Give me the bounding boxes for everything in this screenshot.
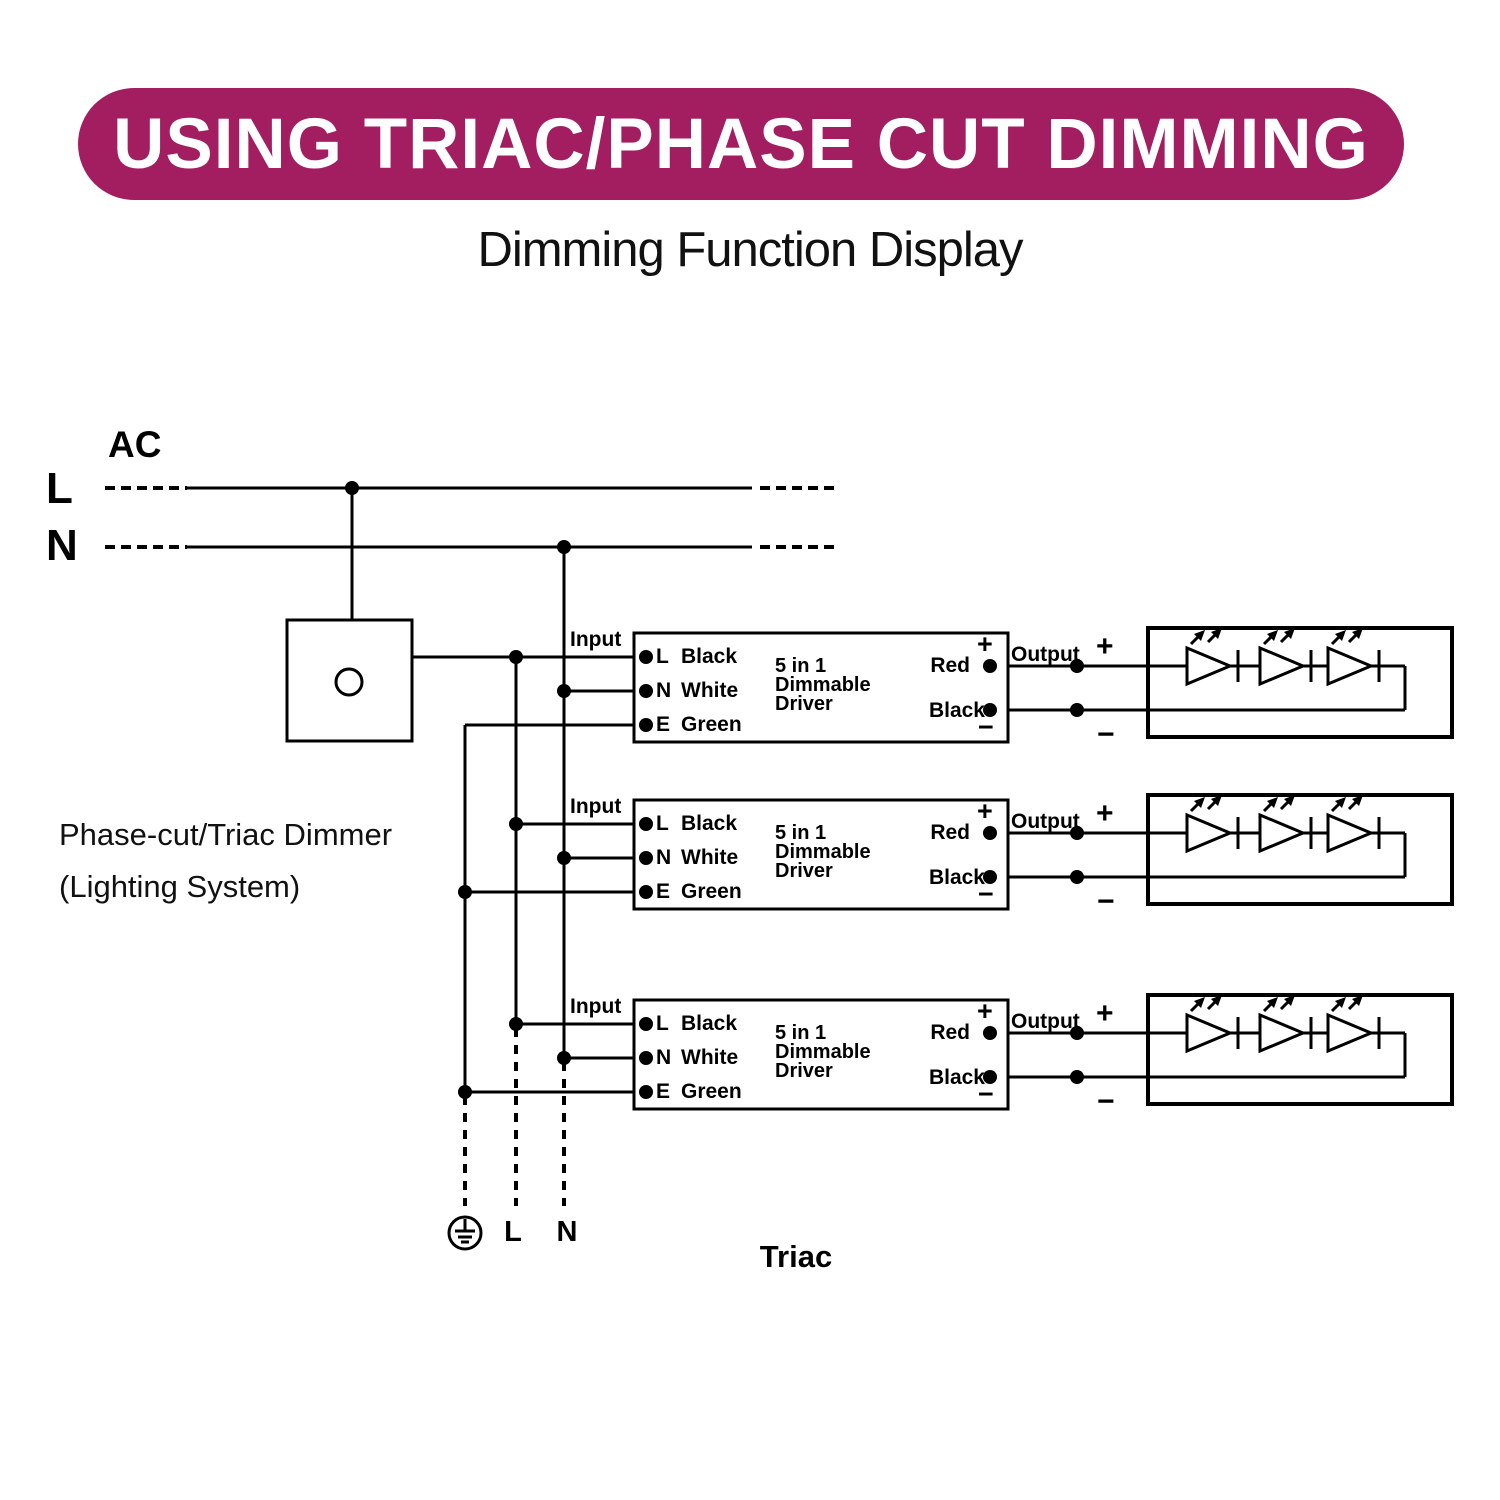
driver-1-input-wires: [412, 657, 634, 725]
driver-3-out-black: Black: [928, 1066, 985, 1089]
driver-2-terminal-n: N: [656, 846, 672, 869]
driver-3-terminal-n: N: [656, 1046, 672, 1069]
driver-2-wire-black: Black: [681, 812, 738, 835]
dimmer-box: [287, 620, 412, 741]
dimmer-caption-line2: (Lighting System): [59, 869, 301, 904]
driver-3-wire-green: Green: [681, 1080, 742, 1103]
driver-3-wire-white: White: [681, 1046, 739, 1069]
driver-1-wire-green: Green: [681, 713, 742, 736]
driver-2-input-wires: [465, 824, 634, 892]
driver-2-wire-white: White: [681, 846, 739, 869]
dimmer-caption-line1: Phase-cut/Triac Dimmer: [59, 817, 393, 852]
driver-2-out-red: Red: [930, 821, 970, 844]
subtitle: Dimming Function Display: [477, 223, 1023, 277]
driver-3-output-label: Output: [1011, 1010, 1080, 1033]
driver-3-output-plus: +: [1096, 997, 1114, 1030]
driver-3-minus-sign: −: [978, 1079, 994, 1109]
driver-3-input-label: Input: [570, 995, 622, 1018]
driver-2-name: 5 in 1 Dimmable Driver: [775, 822, 871, 882]
driver-3-input-wires: [465, 1024, 634, 1092]
driver-1-terminal-n: N: [656, 679, 672, 702]
driver-3-out-red: Red: [930, 1021, 970, 1044]
driver-2-output-label: Output: [1011, 810, 1080, 833]
bottom-l-label: L: [504, 1216, 522, 1248]
ac-line-n-label: N: [46, 521, 78, 570]
driver-1-output-plus: +: [1096, 630, 1114, 663]
driver-2-terminal-e: E: [656, 880, 671, 903]
driver-3-wire-black: Black: [681, 1012, 738, 1035]
driver-1-terminal-e: E: [656, 713, 671, 736]
driver-2-plus-sign: +: [977, 796, 993, 826]
driver-3-terminal-e: E: [656, 1080, 671, 1103]
dimmer-knob-icon: [336, 669, 362, 695]
driver-3-terminal-l: L: [656, 1012, 669, 1035]
driver-1-out-red: Red: [930, 654, 970, 677]
driver-3-plus-sign: +: [977, 996, 993, 1026]
driver-2-terminal-l: L: [656, 812, 669, 835]
driver-1-output-label: Output: [1011, 643, 1080, 666]
driver-1-wire-black: Black: [681, 645, 738, 668]
driver-1-out-black: Black: [928, 699, 985, 722]
ac-line-l-label: L: [46, 464, 73, 513]
driver-2-output-plus: +: [1096, 797, 1114, 830]
junction-dots: [345, 481, 997, 1099]
driver-2-minus-sign: −: [978, 879, 994, 909]
triac-label: Triac: [759, 1239, 833, 1274]
driver-3-name: 5 in 1 Dimmable Driver: [775, 1022, 871, 1082]
driver-1-terminal-l: L: [656, 645, 669, 668]
driver-2-wire-green: Green: [681, 880, 742, 903]
driver-2-output-minus: −: [1097, 885, 1115, 918]
driver-2-out-black: Black: [928, 866, 985, 889]
ac-label: AC: [108, 424, 162, 465]
driver-1-wire-white: White: [681, 679, 739, 702]
bottom-n-label: N: [556, 1216, 578, 1248]
ground-icon: [449, 1217, 481, 1249]
driver-2-input-label: Input: [570, 795, 622, 818]
driver-1-minus-sign: −: [978, 712, 994, 742]
banner-title: USING TRIAC/PHASE CUT DIMMING: [113, 104, 1369, 184]
driver-1-input-label: Input: [570, 628, 622, 651]
driver-1-output-minus: −: [1097, 718, 1115, 751]
driver-3-output-minus: −: [1097, 1085, 1115, 1118]
driver-1-plus-sign: +: [977, 629, 993, 659]
driver-1-name: 5 in 1 Dimmable Driver: [775, 655, 871, 715]
